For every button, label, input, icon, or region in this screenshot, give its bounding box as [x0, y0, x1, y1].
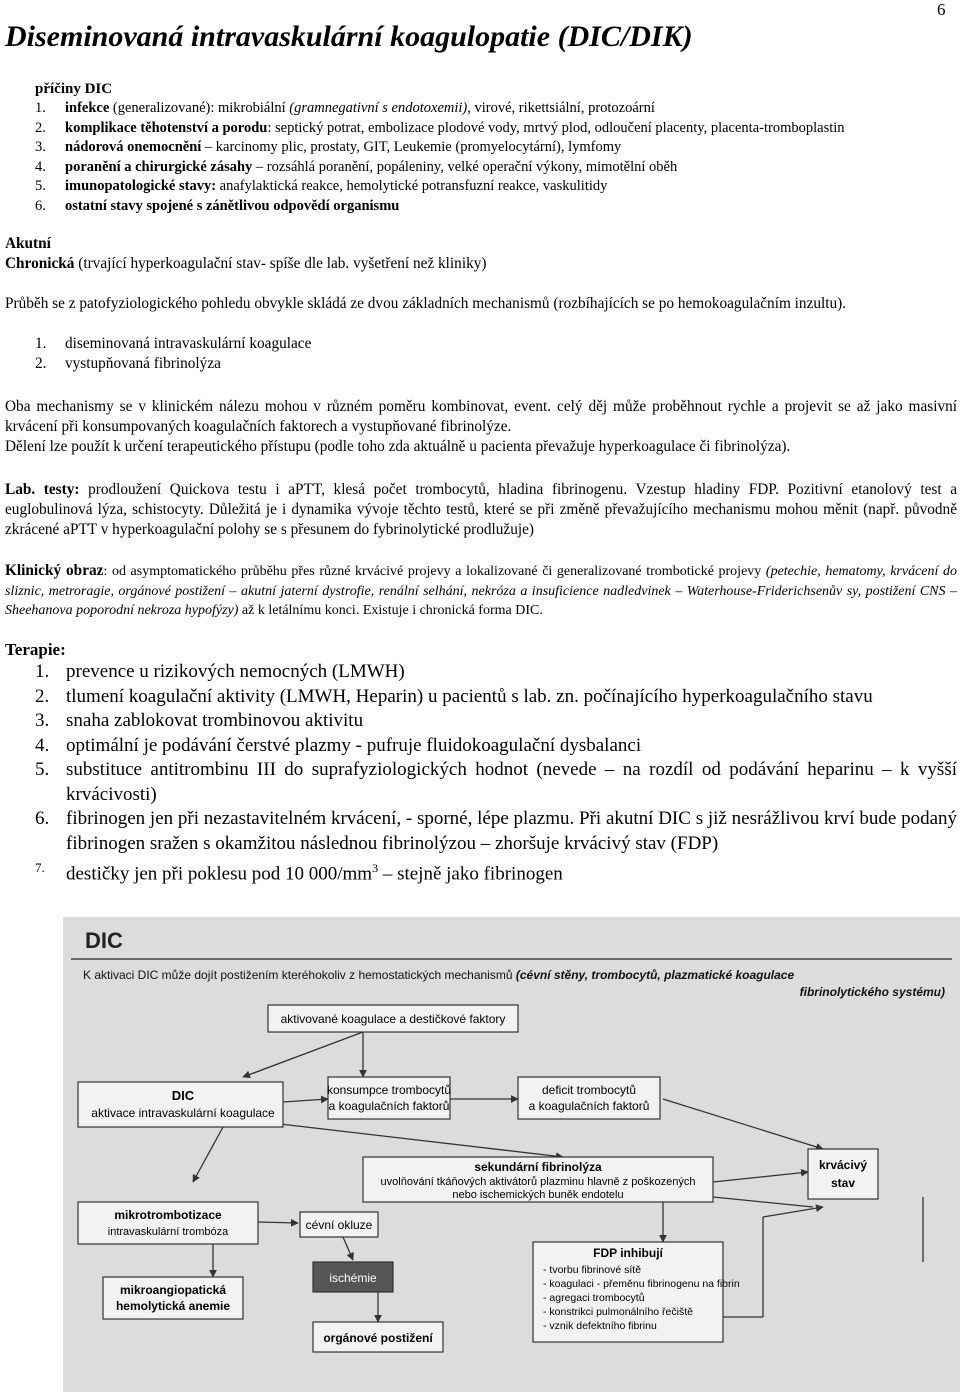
- course-paragraph: Průběh se z patofyziologického pohledu obvykle skládá ze dvou základních mechanismů (rozbíhajících se po hemokoagulačním inzultu).: [5, 295, 847, 312]
- occlusion-box: cévní okluze: [305, 1218, 373, 1232]
- ischemia-box: ischémie: [329, 1271, 377, 1285]
- fdp-box-head: FDP inhibují: [593, 1246, 663, 1260]
- lab-paragraph: Lab. testy: prodloužení Quickova testu i aPTT, klesá počet trombocytů, hladina fibrinogenu. Vzestup hladiny FDP. Pozitivní etanolový test a euglobulinová lýza, schistocyty. Důležitá je i dynamika vývoje těchto testů, které se při změně převažujícího mechanismu mohou měnit (např. původně zkrácené aPTT v hyperkoagulační polohy se s přesunem do fybrinolytické prodlužuje): [5, 481, 957, 538]
- diagram-intro-continued: fibrinolytického systému): [799, 985, 945, 999]
- activation-box: aktivované koagulace a destičkové faktory: [280, 1012, 506, 1026]
- fdp-item: - vznik defektního fibrinu: [543, 1320, 657, 1332]
- acute-label: Akutní: [5, 235, 51, 252]
- deficit-box-line1: deficit trombocytů: [541, 1083, 637, 1097]
- page-title: Diseminovaná intravaskulární koagulopatie (DIC/DIK): [5, 20, 693, 53]
- deficit-box-line2: a koagulačních faktorů: [528, 1099, 650, 1113]
- forms-section: Akutní Chronická (trvající hyperkoagulační stav- spíše dle lab. vyšetření než kliniky): [5, 235, 487, 272]
- list-item: 5. imunopatologické stavy: anafylaktická reakce, hemolytické potransfuzní reakce, vaskulitidy: [35, 178, 608, 195]
- secondary-box-head: sekundární fibrinolýza: [474, 1160, 602, 1174]
- causes-list: [0, 99, 960, 217]
- page-number: 6: [937, 0, 946, 19]
- list-item: 1. diseminovaná intravaskulární koagulace: [35, 335, 312, 352]
- dic-diagram: [63, 917, 960, 1392]
- diagram-title: DIC: [85, 928, 123, 953]
- microthrombosis-box-sub: intravaskulární trombóza: [107, 1226, 229, 1238]
- list-item: 5. substituce antitrombinu III do suprafyziologických hodnot (nevede – na rozdíl od podávání heparinu – k vyšší krvácivosti): [35, 759, 957, 805]
- anemia-box-line1: mikroangiopatická: [119, 1283, 227, 1297]
- anemia-box-line2: hemolytická anemie: [115, 1299, 231, 1313]
- fdp-item: - konstrikci pulmonálního řečiště: [543, 1306, 693, 1318]
- diagram-intro: K aktivaci DIC může dojít postižením kteréhokoliv z hemostatických mechanismů (cévní stěny, trombocytů, plazmatické koagulace: [83, 968, 795, 982]
- secondary-box-line1: uvolňování tkáňových aktivátorů plazminu hlavně z poškozených: [380, 1176, 696, 1188]
- clinical-paragraph: Klinický obraz: od asymptomatického průběhu přes různé krvácivé projevy a lokalizované či generalizované trombotické projevy (petechie, hematomy, krvácení do sliznic, metroragie, orgánové postižení – akutní jaterní dystrofie, renální selhání, nekróza a insuficience nadledvinek – Waterhouse-Friderichsenův sy, postižení CNS – Sheehanova poporodní nekroza hypofýzy) až k letálnímu konci. Existuje i chronická forma DIC.: [5, 562, 958, 618]
- list-item: 2. komplikace těhotenství a porodu: septický potrat, embolizace plodové vody, mrtvý plod, odloučení placenty, placenta-tromboplastin: [35, 119, 845, 136]
- course-list: [0, 334, 960, 374]
- list-item: 2. tlumení koagulační aktivity (LMWH, Heparin) u pacientů s lab. zn. počínajícího hyperkoagulačního stavu: [35, 685, 873, 707]
- list-item: 1. infekce (generalizované): mikrobiální (gramnegativní s endotoxemii), virové, rikettsiální, protozoární: [35, 100, 655, 116]
- list-item: 7. destičky jen při poklesu pod 10 $000/mm^3$ – stejně jako fibrinogen: [35, 860, 563, 885]
- consumption-box-line1: konsumpce trombocytů: [326, 1083, 452, 1097]
- consumption-box-line2: a koagulačních faktorů: [328, 1099, 450, 1113]
- list-item: 2. vystupňovaná fibrinolýza: [35, 355, 221, 372]
- list-item: 6. ostatní stavy spojené s zánětlivou odpovědí organismu: [35, 197, 400, 214]
- bleeding-box-line2: stav: [830, 1176, 856, 1190]
- division-paragraph: Dělení lze použít k určení terapeutického přístupu (podle toho zda aktuálně u pacienta převažuje hyperkoagulace či fibrinolýza).: [5, 438, 791, 455]
- fdp-item: - agregaci trombocytů: [543, 1292, 645, 1304]
- therapy-list: [0, 660, 960, 887]
- lab-label: Lab. testy:: [5, 481, 80, 498]
- fdp-item: - koagulaci - přeměnu fibrinogenu na fibrin: [543, 1278, 740, 1290]
- list-item: 1. prevence u rizikových nemocných (LMWH): [35, 661, 405, 682]
- list-item: 3. snaha zablokovat trombinovou aktivitu: [35, 710, 364, 731]
- fdp-item: - tvorbu fibrinové sítě: [543, 1264, 642, 1276]
- clinical-label: Klinický obraz: [5, 562, 104, 579]
- dic-box-sub: aktivace intravaskulární koagulace: [91, 1106, 275, 1120]
- organ-box: orgánové postižení: [323, 1331, 433, 1345]
- chronic-label: Chronická: [5, 255, 75, 272]
- causes-heading: příčiny DIC: [35, 81, 113, 97]
- list-item: 6. fibrinogen jen při nezastavitelném krvácení, - sporné, lépe plazmu. Při akutní DIC s již nesrážlivou krví bude podaný fibrinogen sražen s okamžitou následnou fibrinolýzou – zhoršuje krvácivý stav (FDP): [35, 808, 957, 854]
- mechanisms-paragraph: Oba mechanismy se v klinickém nálezu mohou v různém poměru kombinovat, event. celý děj může proběhnout rychle a projevit se až jako masivní krvácení při konsumpovaných koagulačních faktorech a vystupňované fibrinolýze.: [5, 398, 957, 435]
- microthrombosis-box-head: mikrotrombotizace: [114, 1208, 222, 1222]
- dic-box-head: DIC: [171, 1088, 195, 1103]
- list-item: 4. optimální je podávání čerstvé plazmy - pufruje fluidokoagulační dysbalanci: [35, 734, 642, 756]
- secondary-box-line2: nebo ischemických buněk endotelu: [452, 1189, 624, 1201]
- list-item: 3. nádorová onemocnění – karcinomy plic, prostaty, GIT, Leukemie (promyelocytární), lymfomy: [35, 139, 622, 156]
- therapy-heading: Terapie:: [5, 640, 66, 659]
- list-item: 4. poranění a chirurgické zásahy – rozsáhlá poranění, popáleniny, velké operační výkony, mimotělní oběh: [35, 158, 678, 175]
- bleeding-box-line1: krvácivý: [818, 1158, 868, 1172]
